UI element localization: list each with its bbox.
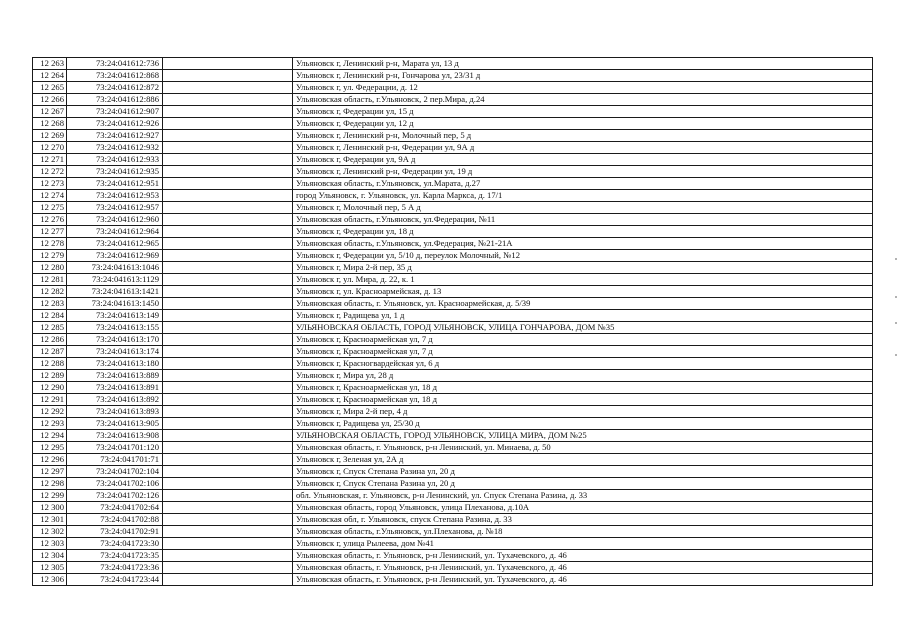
address-cell: Ульяновская область, г.Ульяновск, ул.Плеханова, д. №18 [293, 526, 873, 538]
table-row [33, 94, 873, 106]
row-number-cell: 12 286 [33, 334, 67, 346]
empty-cell [163, 82, 293, 94]
cadastral-number-cell: 73:24:041723:36 [67, 562, 163, 574]
cadastral-number-cell: 73:24:041612:960 [67, 214, 163, 226]
table-row [33, 514, 873, 526]
row-number-cell: 12 287 [33, 346, 67, 358]
cadastral-number-cell: 73:24:041612:736 [67, 58, 163, 70]
cadastral-number-cell: 73:24:041613:149 [67, 310, 163, 322]
address-cell: Ульяновск г, Ленинский р-н, Марата ул, 13 д [293, 58, 873, 70]
document-page [32, 57, 873, 586]
row-number-cell: 12 302 [33, 526, 67, 538]
table-row [33, 130, 873, 142]
row-number-cell: 12 304 [33, 550, 67, 562]
address-cell: Ульяновск г, Федерации ул, 12 д [293, 118, 873, 130]
empty-cell [163, 574, 293, 586]
cadastral-number-cell: 73:24:041613:1450 [67, 298, 163, 310]
table-row [33, 262, 873, 274]
registry-table-body [33, 58, 873, 586]
address-cell: Ульяновская область, город Ульяновск, улица Плеханова, д.10А [293, 502, 873, 514]
cadastral-number-cell: 73:24:041613:180 [67, 358, 163, 370]
table-row [33, 370, 873, 382]
table-row [33, 250, 873, 262]
table-row [33, 442, 873, 454]
address-cell: Ульяновск г, Красноармейская ул, 7 д [293, 346, 873, 358]
empty-cell [163, 370, 293, 382]
row-number-cell: 12 297 [33, 466, 67, 478]
table-row [33, 202, 873, 214]
empty-cell [163, 454, 293, 466]
table-row [33, 478, 873, 490]
row-number-cell: 12 270 [33, 142, 67, 154]
table-row [33, 502, 873, 514]
row-number-cell: 12 288 [33, 358, 67, 370]
property-registry-table [32, 57, 873, 586]
empty-cell [163, 214, 293, 226]
table-row [33, 334, 873, 346]
cadastral-number-cell: 73:24:041612:965 [67, 238, 163, 250]
row-number-cell: 12 284 [33, 310, 67, 322]
address-cell: Ульяновск г, Красноармейская ул, 18 д [293, 382, 873, 394]
empty-cell [163, 466, 293, 478]
row-number-cell: 12 269 [33, 130, 67, 142]
row-number-cell: 12 277 [33, 226, 67, 238]
table-row [33, 526, 873, 538]
empty-cell [163, 106, 293, 118]
empty-cell [163, 430, 293, 442]
row-number-cell: 12 271 [33, 154, 67, 166]
cadastral-number-cell: 73:24:041701:120 [67, 442, 163, 454]
cadastral-number-cell: 73:24:041613:889 [67, 370, 163, 382]
address-cell: Ульяновская область, г. Ульяновск, р-н Ленинский, ул. Тухачевского, д. 46 [293, 550, 873, 562]
table-row [33, 418, 873, 430]
row-number-cell: 12 299 [33, 490, 67, 502]
empty-cell [163, 406, 293, 418]
cadastral-number-cell: 73:24:041612:935 [67, 166, 163, 178]
table-row [33, 574, 873, 586]
table-row [33, 166, 873, 178]
row-number-cell: 12 283 [33, 298, 67, 310]
cadastral-number-cell: 73:24:041702:88 [67, 514, 163, 526]
cadastral-number-cell: 73:24:041702:126 [67, 490, 163, 502]
cadastral-number-cell: 73:24:041613:155 [67, 322, 163, 334]
row-number-cell: 12 305 [33, 562, 67, 574]
row-number-cell: 12 285 [33, 322, 67, 334]
address-cell: Ульяновск г, Мира ул, 28 д [293, 370, 873, 382]
table-row [33, 58, 873, 70]
empty-cell [163, 526, 293, 538]
address-cell: Ульяновск г, улица Рылеева, дом №41 [293, 538, 873, 550]
address-cell: Ульяновск г, Радищева ул, 25/30 д [293, 418, 873, 430]
empty-cell [163, 286, 293, 298]
table-row [33, 298, 873, 310]
table-row [33, 406, 873, 418]
row-number-cell: 12 268 [33, 118, 67, 130]
address-cell: Ульяновск г, Федерации ул, 5/10 д, переулок Молочный, №12 [293, 250, 873, 262]
row-number-cell: 12 273 [33, 178, 67, 190]
address-cell: Ульяновск г, Ленинский р-н, Гончарова ул, 23/31 д [293, 70, 873, 82]
row-number-cell: 12 281 [33, 274, 67, 286]
cadastral-number-cell: 73:24:041613:891 [67, 382, 163, 394]
empty-cell [163, 250, 293, 262]
address-cell: Ульяновск г, Мира 2-й пер, 35 д [293, 262, 873, 274]
row-number-cell: 12 293 [33, 418, 67, 430]
table-row [33, 142, 873, 154]
empty-cell [163, 238, 293, 250]
cadastral-number-cell: 73:24:041702:106 [67, 478, 163, 490]
address-cell: город Ульяновск, г. Ульяновск, ул. Карла Маркса, д. 17/1 [293, 190, 873, 202]
empty-cell [163, 382, 293, 394]
address-cell: Ульяновская область, г.Ульяновск, 2 пер.Мира, д.24 [293, 94, 873, 106]
empty-cell [163, 322, 293, 334]
cadastral-number-cell: 73:24:041612:933 [67, 154, 163, 166]
address-cell: Ульяновск г, Ленинский р-н, Молочный пер, 5 д [293, 130, 873, 142]
cadastral-number-cell: 73:24:041723:44 [67, 574, 163, 586]
row-number-cell: 12 292 [33, 406, 67, 418]
table-row [33, 454, 873, 466]
row-number-cell: 12 275 [33, 202, 67, 214]
address-cell: Ульяновск г, Красноармейская ул, 18 д [293, 394, 873, 406]
address-cell: Ульяновск г, Мира 2-й пер, 4 д [293, 406, 873, 418]
address-cell: УЛЬЯНОВСКАЯ ОБЛАСТЬ, ГОРОД УЛЬЯНОВСК, УЛИЦА МИРА, ДОМ №25 [293, 430, 873, 442]
address-cell: Ульяновская область, г. Ульяновск, р-н Ленинский, ул. Тухачевского, д. 46 [293, 574, 873, 586]
row-number-cell: 12 266 [33, 94, 67, 106]
table-row [33, 358, 873, 370]
address-cell: Ульяновская область, г. Ульяновск, ул. Красноармейская, д. 5/39 [293, 298, 873, 310]
table-row [33, 430, 873, 442]
address-cell: Ульяновск г, Зеленая ул, 2А д [293, 454, 873, 466]
address-cell: Ульяновск г, Ленинский р-н, Федерации ул, 19 д [293, 166, 873, 178]
empty-cell [163, 190, 293, 202]
cadastral-number-cell: 73:24:041613:174 [67, 346, 163, 358]
empty-cell [163, 226, 293, 238]
address-cell: Ульяновская область, г. Ульяновск, р-н Ленинский, ул. Тухачевского, д. 46 [293, 562, 873, 574]
row-number-cell: 12 264 [33, 70, 67, 82]
empty-cell [163, 262, 293, 274]
address-cell: обл. Ульяновская, г. Ульяновск, р-н Ленинский, ул. Спуск Степана Разина, д. 33 [293, 490, 873, 502]
address-cell: Ульяновск г, Спуск Степана Разина ул, 20 д [293, 478, 873, 490]
cadastral-number-cell: 73:24:041613:892 [67, 394, 163, 406]
empty-cell [163, 442, 293, 454]
row-number-cell: 12 301 [33, 514, 67, 526]
table-row [33, 466, 873, 478]
empty-cell [163, 130, 293, 142]
empty-cell [163, 418, 293, 430]
row-number-cell: 12 290 [33, 382, 67, 394]
row-number-cell: 12 306 [33, 574, 67, 586]
table-row [33, 286, 873, 298]
cadastral-number-cell: 73:24:041613:905 [67, 418, 163, 430]
address-cell: Ульяновская обл, г. Ульяновск, спуск Степана Разина, д. 33 [293, 514, 873, 526]
row-number-cell: 12 267 [33, 106, 67, 118]
address-cell: Ульяновск г, Радищева ул, 1 д [293, 310, 873, 322]
address-cell: Ульяновская область, г.Ульяновск, ул.Марата, д.27 [293, 178, 873, 190]
empty-cell [163, 202, 293, 214]
cadastral-number-cell: 73:24:041612:927 [67, 130, 163, 142]
address-cell: Ульяновск г, ул. Мира, д. 22, к. 1 [293, 274, 873, 286]
empty-cell [163, 178, 293, 190]
cadastral-number-cell: 73:24:041612:932 [67, 142, 163, 154]
row-number-cell: 12 289 [33, 370, 67, 382]
row-number-cell: 12 278 [33, 238, 67, 250]
cadastral-number-cell: 73:24:041612:926 [67, 118, 163, 130]
table-row [33, 70, 873, 82]
empty-cell [163, 154, 293, 166]
row-number-cell: 12 265 [33, 82, 67, 94]
row-number-cell: 12 279 [33, 250, 67, 262]
address-cell: Ульяновская область, г. Ульяновск, р-н Ленинский, ул. Минаева, д. 50 [293, 442, 873, 454]
row-number-cell: 12 272 [33, 166, 67, 178]
cadastral-number-cell: 73:24:041612:872 [67, 82, 163, 94]
empty-cell [163, 94, 293, 106]
table-row [33, 322, 873, 334]
row-number-cell: 12 298 [33, 478, 67, 490]
cadastral-number-cell: 73:24:041723:35 [67, 550, 163, 562]
empty-cell [163, 514, 293, 526]
empty-cell [163, 490, 293, 502]
table-row [33, 490, 873, 502]
table-row [33, 118, 873, 130]
table-row [33, 382, 873, 394]
empty-cell [163, 394, 293, 406]
cadastral-number-cell: 73:24:041723:30 [67, 538, 163, 550]
cadastral-number-cell: 73:24:041702:104 [67, 466, 163, 478]
row-number-cell: 12 294 [33, 430, 67, 442]
row-number-cell: 12 282 [33, 286, 67, 298]
table-row [33, 310, 873, 322]
table-row [33, 346, 873, 358]
empty-cell [163, 538, 293, 550]
cadastral-number-cell: 73:24:041612:907 [67, 106, 163, 118]
address-cell: Ульяновск г, Спуск Степана Разина ул, 20 д [293, 466, 873, 478]
table-row [33, 214, 873, 226]
table-row [33, 82, 873, 94]
cadastral-number-cell: 73:24:041613:1129 [67, 274, 163, 286]
table-row [33, 394, 873, 406]
cadastral-number-cell: 73:24:041702:91 [67, 526, 163, 538]
row-number-cell: 12 300 [33, 502, 67, 514]
address-cell: Ульяновск г, Красногвардейская ул, 6 д [293, 358, 873, 370]
empty-cell [163, 550, 293, 562]
table-row [33, 154, 873, 166]
empty-cell [163, 166, 293, 178]
table-row [33, 274, 873, 286]
cadastral-number-cell: 73:24:041612:969 [67, 250, 163, 262]
cadastral-number-cell: 73:24:041613:893 [67, 406, 163, 418]
empty-cell [163, 502, 293, 514]
address-cell: Ульяновск г, Молочный пер, 5 А д [293, 202, 873, 214]
empty-cell [163, 562, 293, 574]
empty-cell [163, 358, 293, 370]
empty-cell [163, 478, 293, 490]
cadastral-number-cell: 73:24:041701:71 [67, 454, 163, 466]
empty-cell [163, 310, 293, 322]
cadastral-number-cell: 73:24:041612:868 [67, 70, 163, 82]
address-cell: Ульяновск г, ул. Красноармейская, д. 13 [293, 286, 873, 298]
empty-cell [163, 58, 293, 70]
cadastral-number-cell: 73:24:041612:957 [67, 202, 163, 214]
table-row [33, 226, 873, 238]
cadastral-number-cell: 73:24:041612:951 [67, 178, 163, 190]
address-cell: УЛЬЯНОВСКАЯ ОБЛАСТЬ, ГОРОД УЛЬЯНОВСК, УЛИЦА ГОНЧАРОВА, ДОМ №35 [293, 322, 873, 334]
empty-cell [163, 118, 293, 130]
scan-margin-marks [895, 250, 899, 370]
empty-cell [163, 346, 293, 358]
cadastral-number-cell: 73:24:041613:1046 [67, 262, 163, 274]
row-number-cell: 12 295 [33, 442, 67, 454]
cadastral-number-cell: 73:24:041612:953 [67, 190, 163, 202]
cadastral-number-cell: 73:24:041702:64 [67, 502, 163, 514]
row-number-cell: 12 263 [33, 58, 67, 70]
address-cell: Ульяновск г, Федерации ул, 15 д [293, 106, 873, 118]
row-number-cell: 12 291 [33, 394, 67, 406]
address-cell: Ульяновск г, Ленинский р-н, Федерации ул, 9А д [293, 142, 873, 154]
address-cell: Ульяновск г, Федерации ул, 9А д [293, 154, 873, 166]
table-row [33, 190, 873, 202]
empty-cell [163, 274, 293, 286]
table-row [33, 538, 873, 550]
empty-cell [163, 70, 293, 82]
table-row [33, 178, 873, 190]
empty-cell [163, 298, 293, 310]
table-row [33, 106, 873, 118]
cadastral-number-cell: 73:24:041613:1421 [67, 286, 163, 298]
table-row [33, 238, 873, 250]
cadastral-number-cell: 73:24:041612:964 [67, 226, 163, 238]
row-number-cell: 12 280 [33, 262, 67, 274]
row-number-cell: 12 276 [33, 214, 67, 226]
address-cell: Ульяновская область, г.Ульяновск, ул.Федерация, №21-21А [293, 238, 873, 250]
empty-cell [163, 334, 293, 346]
cadastral-number-cell: 73:24:041613:908 [67, 430, 163, 442]
row-number-cell: 12 296 [33, 454, 67, 466]
row-number-cell: 12 303 [33, 538, 67, 550]
empty-cell [163, 142, 293, 154]
address-cell: Ульяновск г, Красноармейская ул, 7 д [293, 334, 873, 346]
row-number-cell: 12 274 [33, 190, 67, 202]
table-row [33, 562, 873, 574]
address-cell: Ульяновск г, Федерации ул, 18 д [293, 226, 873, 238]
table-row [33, 550, 873, 562]
cadastral-number-cell: 73:24:041613:170 [67, 334, 163, 346]
cadastral-number-cell: 73:24:041612:886 [67, 94, 163, 106]
address-cell: Ульяновск г, ул. Федерации, д. 12 [293, 82, 873, 94]
address-cell: Ульяновская область, г.Ульяновск, ул.Федерации, №11 [293, 214, 873, 226]
